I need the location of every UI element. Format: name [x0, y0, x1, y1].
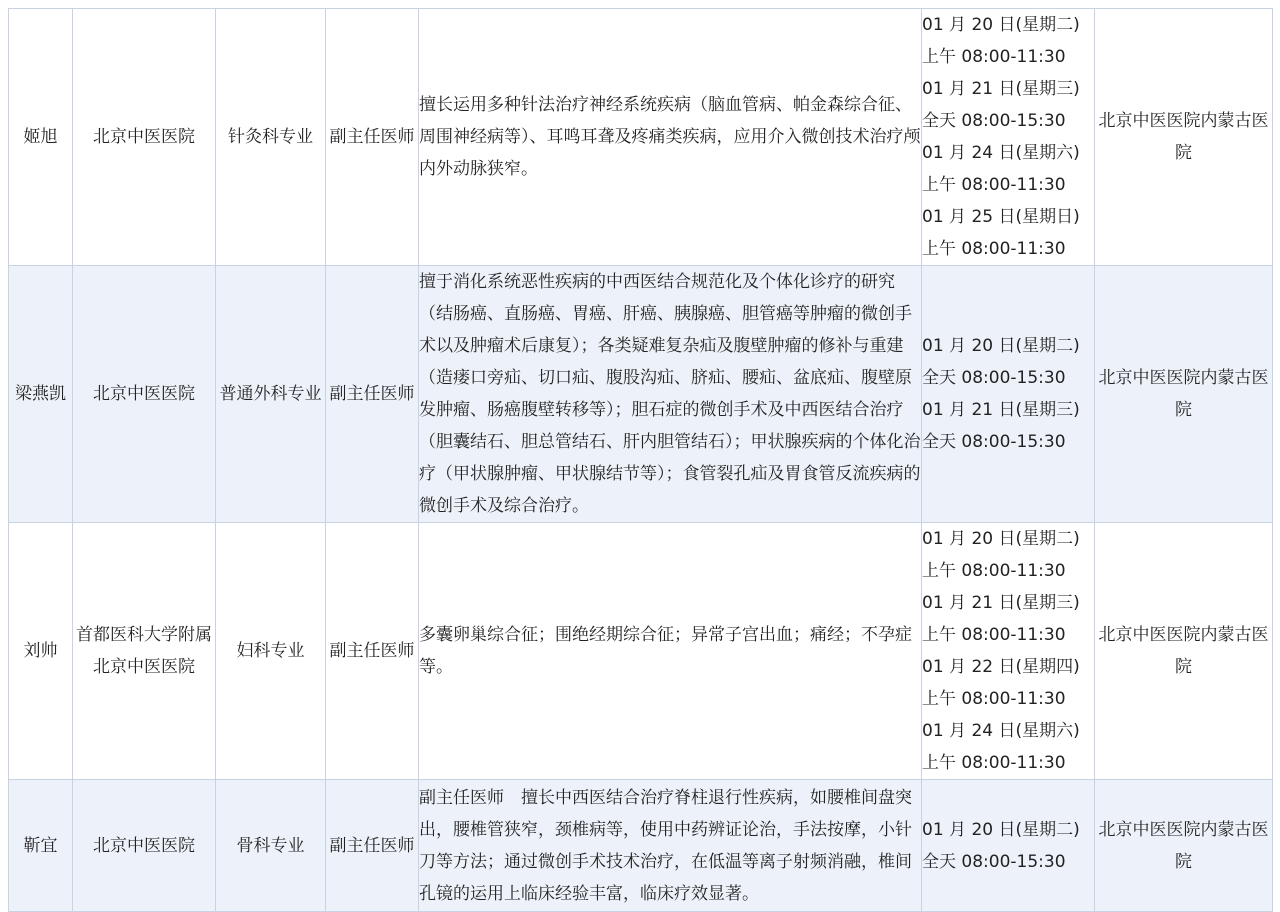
schedule-line: 01 月 24 日(星期六): [922, 721, 1080, 741]
schedule-line: 上午 08:00-11:30: [922, 625, 1066, 645]
schedule-line: 上午 08:00-11:30: [922, 689, 1066, 709]
schedule-line: 全天 08:00-15:30: [922, 851, 1066, 872]
schedule-line: 01 月 20 日(星期二): [922, 15, 1080, 35]
schedule-line: 上午 08:00-11:30: [922, 175, 1066, 195]
doctor-title: 副主任医师: [326, 266, 419, 523]
doctor-title: 副主任医师: [326, 523, 419, 780]
clinic-location: 北京中医医院内蒙古医院: [1095, 523, 1273, 780]
schedule-line: 01 月 25 日(星期日): [922, 207, 1080, 227]
doctor-name: 刘帅: [9, 523, 73, 780]
schedule-line: 01 月 24 日(星期六): [922, 143, 1080, 163]
clinic-schedule: [922, 523, 1095, 780]
schedule-line: 01 月 22 日(星期四): [922, 657, 1080, 677]
specialty: 针灸科专业: [216, 9, 326, 266]
doctor-title: 副主任医师: [326, 780, 419, 912]
expertise-description: 副主任医师 擅长中西医结合治疗脊柱退行性疾病，如腰椎间盘突出，腰椎管狭窄，颈椎病等，使用中药辨证论治，手法按摩，小针刀等方法；通过微创手术技术治疗，在低温等离子射频消融，椎间孔镜的运用上临床经验丰富，临床疗效显著。: [419, 780, 922, 912]
hospital: 北京中医医院: [73, 780, 216, 912]
hospital: 首都医科大学附属北京中医医院: [73, 523, 216, 780]
schedule-line: 01 月 21 日(星期三): [922, 400, 1080, 420]
hospital: 北京中医医院: [73, 9, 216, 266]
schedule-line: 上午 08:00-11:30: [922, 239, 1066, 259]
schedule-line: 01 月 20 日(星期二): [922, 819, 1080, 840]
schedule-line: 01 月 21 日(星期三): [922, 593, 1080, 613]
doctor-name: 靳宜: [9, 780, 73, 912]
schedule-line: 上午 08:00-11:30: [922, 47, 1066, 67]
expertise-description: 多囊卵巢综合征；围绝经期综合征；异常子宫出血；痛经；不孕症等。: [419, 523, 922, 780]
doctor-name: 姬旭: [9, 9, 73, 266]
table-row: [9, 9, 1273, 266]
schedule-line: 全天 08:00-15:30: [922, 432, 1066, 452]
clinic-schedule: [922, 9, 1095, 266]
schedule-line: 全天 08:00-15:30: [922, 111, 1066, 131]
clinic-location: 北京中医医院内蒙古医院: [1095, 780, 1273, 912]
schedule-line: 01 月 20 日(星期二): [922, 336, 1080, 356]
table-row: [9, 266, 1273, 523]
schedule-line: 01 月 21 日(星期三): [922, 79, 1080, 99]
clinic-location: 北京中医医院内蒙古医院: [1095, 266, 1273, 523]
clinic-schedule: [922, 266, 1095, 523]
schedule-line: 01 月 20 日(星期二): [922, 529, 1080, 549]
schedule-line: 上午 08:00-11:30: [922, 753, 1066, 773]
schedule-line: 全天 08:00-15:30: [922, 368, 1066, 388]
doctor-name: 梁燕凯: [9, 266, 73, 523]
doctor-title: 副主任医师: [326, 9, 419, 266]
specialty: 骨科专业: [216, 780, 326, 912]
specialty: 妇科专业: [216, 523, 326, 780]
table-row: [9, 523, 1273, 780]
clinic-location: 北京中医医院内蒙古医院: [1095, 9, 1273, 266]
clinic-schedule: [922, 780, 1095, 912]
expertise-description: 擅长运用多种针法治疗神经系统疾病（脑血管病、帕金森综合征、周围神经病等）、耳鸣耳聋及疼痛类疾病，应用介入微创技术治疗颅内外动脉狭窄。: [419, 9, 922, 266]
specialty: 普通外科专业: [216, 266, 326, 523]
hospital: 北京中医医院: [73, 266, 216, 523]
table-row: [9, 780, 1273, 912]
doctor-schedule-table: [8, 8, 1273, 912]
expertise-description: 擅于消化系统恶性疾病的中西医结合规范化及个体化诊疗的研究（结肠癌、直肠癌、胃癌、肝癌、胰腺癌、胆管癌等肿瘤的微创手术以及肿瘤术后康复）；各类疑难复杂疝及腹壁肿瘤的修补与重建（造瘘口旁疝、切口疝、腹股沟疝、脐疝、腰疝、盆底疝、腹壁原发肿瘤、肠癌腹壁转移等）；胆石症的微创手术及中西医结合治疗（胆囊结石、胆总管结石、肝内胆管结石）；甲状腺疾病的个体化治疗（甲状腺肿瘤、甲状腺结节等）；食管裂孔疝及胃食管反流疾病的微创手术及综合治疗。: [419, 266, 922, 523]
schedule-line: 上午 08:00-11:30: [922, 561, 1066, 581]
